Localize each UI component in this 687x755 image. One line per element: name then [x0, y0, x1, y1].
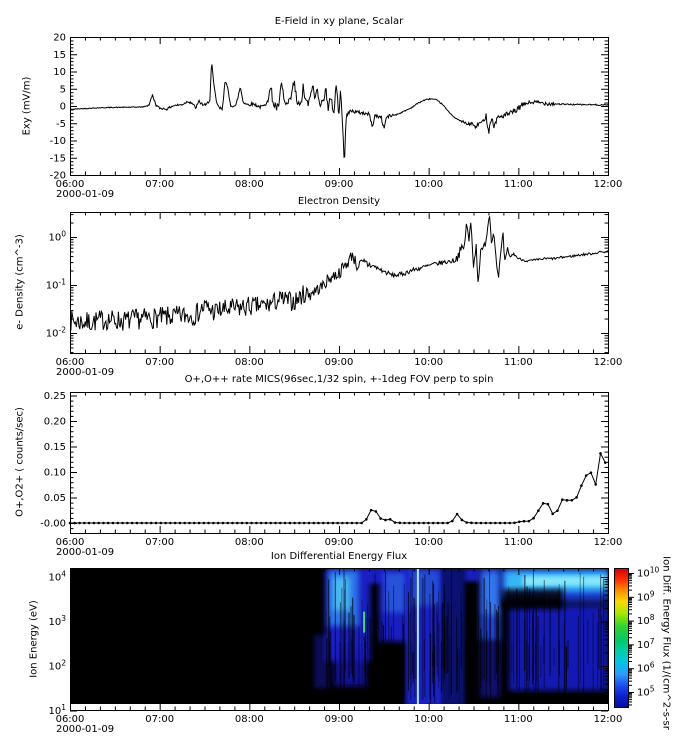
svg-text:107: $10^7$	[637, 636, 655, 651]
svg-text:09:00: 09:00	[324, 179, 354, 190]
mics-series	[69, 452, 607, 524]
svg-text:10:00: 10:00	[414, 537, 444, 548]
svg-text:07:00: 07:00	[145, 179, 175, 190]
panel4-ylabel: Ion Energy (eV)	[28, 600, 40, 678]
svg-text:103: $10^3$	[48, 614, 66, 628]
svg-text:11:00: 11:00	[503, 179, 533, 190]
svg-text:10:00: 10:00	[414, 714, 444, 725]
svg-text:0: 0	[59, 101, 66, 113]
colorbar	[614, 566, 660, 709]
panel3-yticks	[40, 391, 608, 530]
svg-text:11:00: 11:00	[503, 357, 533, 368]
svg-text:08:00: 08:00	[234, 357, 264, 368]
svg-text:06:00: 06:00	[55, 357, 85, 368]
svg-text:10:00: 10:00	[414, 357, 444, 368]
svg-text:-0.00: -0.00	[40, 518, 66, 530]
svg-text:2000-01-09: 2000-01-09	[56, 547, 115, 558]
svg-text:-10: -10	[49, 136, 66, 147]
panel1-title: E-Field in xy plane, Scalar	[274, 16, 404, 27]
panel1-axes	[56, 37, 623, 200]
svg-text:07:00: 07:00	[145, 357, 175, 368]
svg-text:-20: -20	[49, 170, 66, 182]
svg-text:2000-01-09: 2000-01-09	[56, 724, 115, 735]
panel3-title: O+,O++ rate MICS(96sec,1/32 spin, +-1deg FOV perp to spin	[184, 374, 494, 385]
panel1-ylabel: Exy (mV/m)	[21, 76, 33, 136]
svg-text:-5: -5	[56, 118, 66, 130]
svg-text:-15: -15	[49, 153, 66, 165]
svg-text:104: $10^4$	[48, 569, 66, 584]
colorbar-label: Ion Diff. Energy Flux (1/(cm^2-s-sr	[660, 556, 672, 730]
svg-text:0.10: 0.10	[43, 467, 66, 479]
svg-text:0.15: 0.15	[43, 442, 66, 453]
svg-text:12:00: 12:00	[593, 357, 623, 368]
svg-text:08:00: 08:00	[234, 714, 264, 725]
svg-text:5: 5	[59, 84, 66, 96]
svg-text:06:00: 06:00	[55, 179, 85, 190]
svg-text:12:00: 12:00	[593, 714, 623, 725]
svg-text:0.20: 0.20	[43, 416, 66, 428]
svg-text:2000-01-09: 2000-01-09	[56, 189, 115, 200]
svg-text:11:00: 11:00	[503, 714, 533, 725]
svg-text:2000-01-09: 2000-01-09	[56, 367, 115, 378]
svg-text:106: $10^6$	[637, 660, 655, 675]
panel2-ylabel: e- Density (cm^-3)	[14, 234, 26, 330]
panel3-axes	[56, 392, 623, 558]
svg-text:0.25: 0.25	[43, 391, 66, 402]
svg-text:12:00: 12:00	[593, 537, 623, 548]
panel2-axes	[56, 212, 623, 378]
svg-text:0.05: 0.05	[43, 493, 66, 504]
svg-text:08:00: 08:00	[234, 537, 264, 548]
svg-text:10-2: $10^{-2}$	[45, 325, 66, 340]
svg-text:09:00: 09:00	[324, 714, 354, 725]
svg-text:11:00: 11:00	[503, 537, 533, 548]
svg-text:10-1: $10^{-1}$	[45, 277, 66, 292]
panel3-ylabel: O+,O2+ ( counts/sec)	[14, 407, 26, 517]
ion-flux-spectrogram	[70, 568, 608, 706]
svg-text:08:00: 08:00	[234, 179, 264, 190]
svg-text:108: $10^8$	[637, 613, 655, 628]
density-series	[70, 216, 608, 331]
svg-text:100: $10^0$	[48, 229, 66, 244]
svg-text:09:00: 09:00	[324, 357, 354, 368]
svg-text:20: 20	[53, 32, 66, 44]
svg-text:12:00: 12:00	[593, 179, 623, 190]
svg-text:105: $10^5$	[637, 684, 655, 699]
svg-text:102: $10^2$	[48, 658, 66, 673]
panel4-title: Ion Differential Energy Flux	[270, 551, 408, 562]
svg-text:07:00: 07:00	[145, 537, 175, 548]
svg-text:101: $10^1$	[48, 703, 66, 717]
svg-text:07:00: 07:00	[145, 714, 175, 725]
panel2-title: Electron Density	[297, 196, 381, 207]
svg-text:10:00: 10:00	[414, 179, 444, 190]
svg-text:06:00: 06:00	[55, 714, 85, 725]
efield-series	[70, 65, 608, 158]
svg-text:109: $10^9$	[637, 589, 655, 604]
svg-text:10: 10	[53, 67, 66, 78]
svg-text:15: 15	[53, 49, 66, 61]
svg-text:09:00: 09:00	[324, 537, 354, 548]
svg-text:06:00: 06:00	[55, 537, 85, 548]
svg-text:1010: $10^{10}$	[637, 565, 660, 580]
